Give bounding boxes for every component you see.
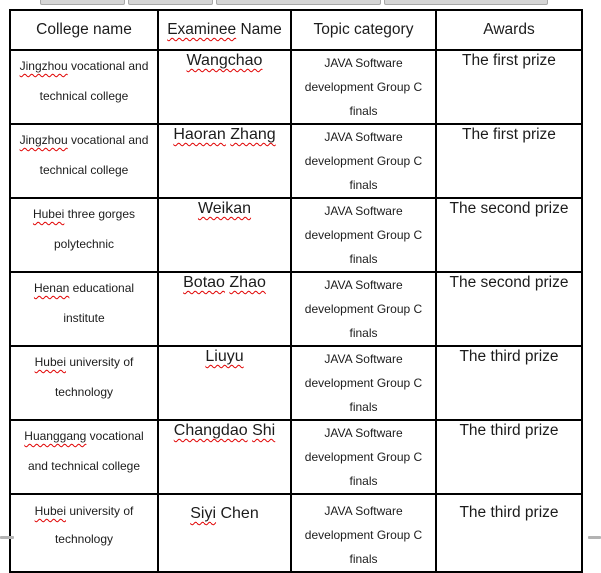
cell-college[interactable]: Hubei university of technology <box>10 494 158 572</box>
table-row <box>10 494 582 572</box>
cell-topic[interactable]: JAVA Software development Group C finals <box>291 198 436 272</box>
misspelled-word: Zhao <box>229 274 266 291</box>
header-cell[interactable]: Awards <box>436 10 582 50</box>
misspelled-word: Liuyu <box>205 348 244 365</box>
table-row <box>10 124 582 198</box>
cell-award[interactable]: The first prize <box>436 124 582 198</box>
misspelled-word: Weikan <box>197 200 252 217</box>
misspelled-word: Botao <box>183 274 225 291</box>
cell-award[interactable]: The first prize <box>436 50 582 124</box>
table-body <box>10 50 582 572</box>
toolbar-fragment-segment <box>40 0 125 5</box>
misspelled-word: Siyi <box>190 505 217 522</box>
cell-award[interactable]: The third prize <box>436 494 582 572</box>
cell-name[interactable] <box>158 198 291 272</box>
cell-award[interactable]: The second prize <box>436 198 582 272</box>
cell-topic[interactable]: JAVA Software development Group C finals <box>291 346 436 420</box>
toolbar-fragment-segment <box>128 0 213 5</box>
toolbar-fragment-segment <box>216 0 381 5</box>
header-row <box>10 10 582 50</box>
misspelled-word: Haoran <box>173 126 226 143</box>
cell-topic[interactable]: JAVA Software development Group C finals <box>291 272 436 346</box>
awards-table <box>9 9 583 573</box>
misspelled-word: Henan <box>33 281 70 295</box>
cell-name[interactable] <box>158 346 291 420</box>
cell-topic[interactable]: JAVA Software development Group C finals <box>291 50 436 124</box>
cropped-scrollbar-fragment-left <box>0 536 14 539</box>
cell-college[interactable]: Huanggang vocational and technical college <box>10 420 158 494</box>
misspelled-word: Jingzhou <box>19 59 68 73</box>
cell-name[interactable]: Siyi Chen <box>158 494 291 572</box>
misspelled-word: Huanggang <box>24 429 87 443</box>
toolbar-fragment-segment <box>384 0 548 5</box>
cell-college[interactable]: Hubei university of technology <box>10 346 158 420</box>
misspelled-word: Wangchao <box>186 52 263 69</box>
misspelled-word: Shi <box>252 422 276 439</box>
header-cell[interactable]: Topic category <box>291 10 436 50</box>
misspelled-word: Jingzhou <box>19 133 68 147</box>
header-cell[interactable]: Examinee Name <box>158 10 291 50</box>
cell-name[interactable] <box>158 124 291 198</box>
cell-topic[interactable]: JAVA Software development Group C finals <box>291 124 436 198</box>
misspelled-word: Examinee <box>167 21 237 38</box>
header-cell[interactable]: College name <box>10 10 158 50</box>
cell-name[interactable] <box>158 272 291 346</box>
table-row <box>10 272 582 346</box>
table-row <box>10 198 582 272</box>
cell-college[interactable]: Jingzhou vocational and technical college <box>10 50 158 124</box>
cell-name[interactable] <box>158 420 291 494</box>
cell-college[interactable]: Henan educational institute <box>10 272 158 346</box>
cell-award[interactable]: The third prize <box>436 420 582 494</box>
cell-topic[interactable]: JAVA Software development Group C finals <box>291 420 436 494</box>
cell-college[interactable]: Jingzhou vocational and technical college <box>10 124 158 198</box>
cell-award[interactable]: The third prize <box>436 346 582 420</box>
table-row <box>10 346 582 420</box>
misspelled-word: Hubei <box>34 504 66 518</box>
cell-college[interactable]: Hubei three gorges polytechnic <box>10 198 158 272</box>
misspelled-word: Hubei <box>32 207 65 221</box>
misspelled-word: Zhang <box>230 126 276 143</box>
cell-topic[interactable]: JAVA Software development Group C finals <box>291 494 436 572</box>
table-row <box>10 50 582 124</box>
table-row <box>10 420 582 494</box>
cell-award[interactable]: The second prize <box>436 272 582 346</box>
cropped-scrollbar-fragment-right <box>588 536 601 539</box>
cropped-toolbar-fragment <box>0 0 601 6</box>
misspelled-word: Changdao <box>173 422 248 439</box>
misspelled-word: Hubei <box>34 355 66 369</box>
cell-name[interactable] <box>158 50 291 124</box>
